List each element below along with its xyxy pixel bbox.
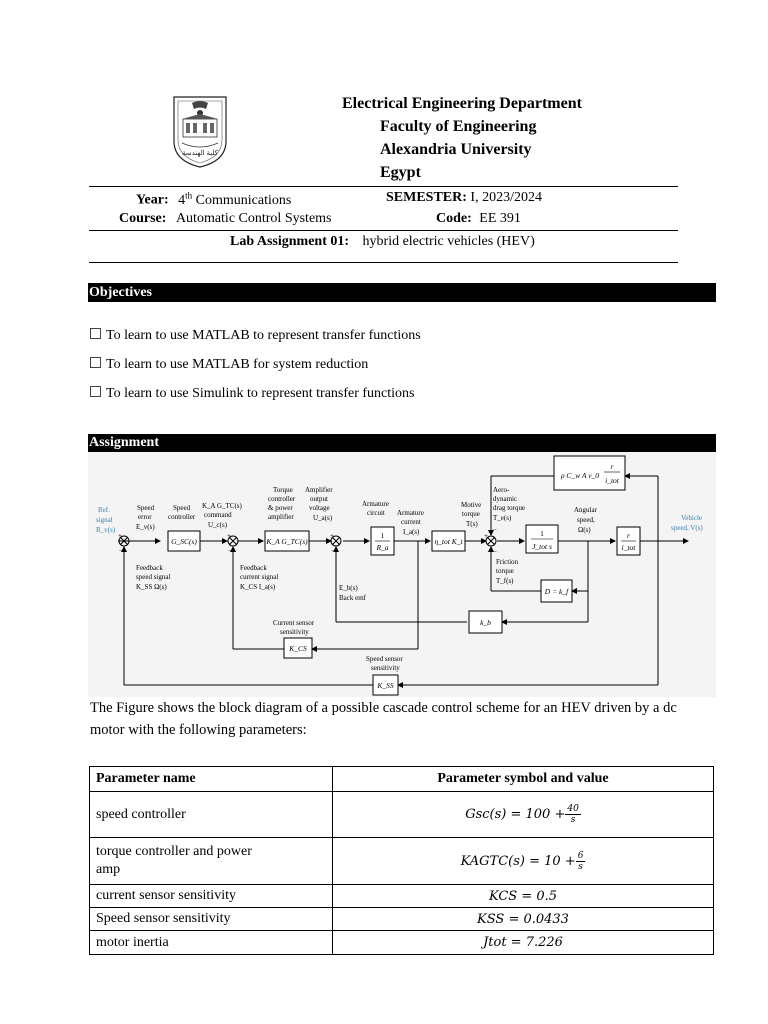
svg-text:−: − [331,547,335,555]
objective-item: To learn to use MATLAB to represent transfer functions [90,328,421,344]
svg-text:E_v(s): E_v(s) [136,523,155,531]
katc-block: K_A G_TC(s) [266,537,308,546]
semester-row [386,190,542,206]
svg-text:speed,: speed, [577,516,595,524]
kcs-block: K_CS [289,644,307,653]
objectives-heading: Objectives [88,283,716,302]
svg-text:sensitivity: sensitivity [371,664,400,672]
svg-text:K_SS Ω(s): K_SS Ω(s) [136,583,167,591]
svg-text:U_c(s): U_c(s) [208,521,228,529]
department-line: Electrical Engineering Department [342,95,582,112]
assignment-heading: Assignment [88,434,716,452]
svg-text:T_e(s): T_e(s) [493,514,512,522]
objective-item: To learn to use Simulink to represent transfer functions [90,386,415,402]
svg-text:I_a(s): I_a(s) [403,528,420,536]
course-label: Course: [119,211,167,226]
year-value: 4th Communications [178,190,292,208]
svg-text:Current sensor: Current sensor [273,619,315,627]
svg-text:Back emf: Back emf [339,594,367,602]
svg-text:drag torque: drag torque [493,504,526,512]
svg-text:Torque: Torque [273,486,293,494]
code-label: Code: [436,211,472,226]
header-parameter-symbol: Parameter symbol and value [333,767,714,792]
svg-text:+: + [330,532,334,540]
svg-text:Armature: Armature [362,500,389,508]
svg-text:output: output [310,495,328,503]
svg-text:Angular: Angular [574,506,597,514]
checkbox-icon [90,357,101,368]
svg-text:Feedback: Feedback [240,564,267,572]
assignment-paragraph: The Figure shows the block diagram of a possible cascade control scheme for an HEV driven by a dc motor with the following parameters: [90,700,677,738]
svg-text:torque: torque [462,510,480,518]
country-line: Egypt [380,164,421,181]
svg-text:signal: signal [96,516,113,524]
friction-block: D = k_f [544,587,569,596]
svg-text:Speed: Speed [137,504,155,512]
svg-text:−: − [228,547,232,555]
kt-block: η_tot K_t [434,537,463,546]
university-logo [170,93,230,169]
block-diagram [88,452,716,697]
svg-text:command: command [204,511,232,519]
svg-text:r: r [610,462,614,471]
svg-text:+: + [227,532,231,540]
svg-text:Ω(s): Ω(s) [578,526,591,534]
objective-item: To learn to use MATLAB for system reduction [90,357,368,373]
svg-text:amplifier: amplifier [268,513,294,521]
svg-text:T(s): T(s) [466,520,478,528]
parameters-table [89,766,714,955]
svg-text:sensitivity: sensitivity [280,628,309,636]
university-line: Alexandria University [380,141,532,158]
svg-text:circuit: circuit [367,509,385,517]
aero-block: ρ C_w A v_0 [560,471,600,480]
divider [89,186,678,187]
svg-text:Ref.: Ref. [98,506,110,514]
svg-text:torque: torque [496,567,514,575]
svg-text:1: 1 [540,529,544,538]
kss-block: K_SS [377,681,394,690]
lab-row [230,234,535,250]
svg-text:voltage: voltage [309,504,330,512]
lab-label: Lab Assignment 01: [230,234,350,249]
svg-text:Vehicle: Vehicle [681,514,702,522]
checkbox-icon [90,386,101,397]
divider [89,262,678,263]
svg-text:dynamic: dynamic [493,495,518,503]
svg-text:r: r [627,531,630,540]
svg-text:controller: controller [268,495,296,503]
header-parameter-name: Parameter name [90,767,333,792]
svg-text:E_b(s): E_b(s) [339,584,358,592]
code-row [436,211,521,227]
svg-text:Speed: Speed [173,504,191,512]
code-value: EE 391 [479,211,521,226]
svg-text:speed signal: speed signal [136,573,171,581]
svg-text:controller: controller [168,513,196,521]
svg-text:−: − [493,526,497,534]
table-row: motor inertia Jtot = 7.226 [90,931,714,955]
faculty-line: Faculty of Engineering [380,118,537,135]
year-row [136,190,291,209]
table-row: Speed sensor sensitivity KSS = 0.0433 [90,908,714,931]
svg-text:−: − [493,548,497,556]
svg-text:K_CS I_a(s): K_CS I_a(s) [240,583,276,591]
kb-block: k_b [480,618,491,627]
table-row: torque controller and power amp KAGTC(s) = 10 + $\frac{6}{s}$ [90,838,714,885]
svg-text:Feedback: Feedback [136,564,163,572]
svg-text:Speed sensor: Speed sensor [366,655,403,663]
department-header [342,92,582,184]
lab-value: hybrid electric vehicles (HEV) [362,234,535,249]
svg-text:K_A G_TC(s): K_A G_TC(s) [202,502,242,510]
divider [89,230,678,231]
course-row [119,211,332,227]
ra-block: R_a [376,543,389,552]
semester-label: SEMESTER: [386,190,467,205]
svg-text:error: error [138,513,152,521]
svg-text:T_f(s): T_f(s) [496,577,514,585]
svg-text:Aero-: Aero- [493,486,510,494]
ratio-block: i_tot [621,543,636,552]
svg-text:+: + [484,532,488,540]
svg-text:& power: & power [268,504,293,512]
table-header-row [90,767,714,792]
svg-text:i_tot: i_tot [605,476,619,485]
course-value: Automatic Control Systems [175,211,332,226]
svg-text:−: − [119,547,123,555]
svg-text:U_a(s): U_a(s) [313,514,333,522]
semester-value: I, 2023/2024 [470,190,542,205]
jtot-block: J_tot s [532,542,552,551]
svg-text:Motive: Motive [461,501,482,509]
svg-text:Armature: Armature [397,509,424,517]
svg-text:current: current [401,518,421,526]
svg-text:+: + [118,532,122,540]
svg-text:Friction: Friction [496,558,519,566]
svg-text:1: 1 [380,531,385,540]
svg-text:speed, V(s): speed, V(s) [671,524,703,532]
table-row: speed controller Gsc(s) = 100 + $\frac{40}{s}$ [90,792,714,838]
svg-text:R_v(s): R_v(s) [96,526,116,534]
table-row: current sensor sensitivity KCS = 0.5 [90,885,714,908]
gsc-block: G_SC(s) [171,537,197,546]
svg-text:كلية الهندسة: كلية الهندسة [182,149,218,157]
svg-text:current signal: current signal [240,573,279,581]
year-label: Year: [136,192,169,208]
svg-text:Amplifier: Amplifier [305,486,333,494]
checkbox-icon [90,328,101,339]
